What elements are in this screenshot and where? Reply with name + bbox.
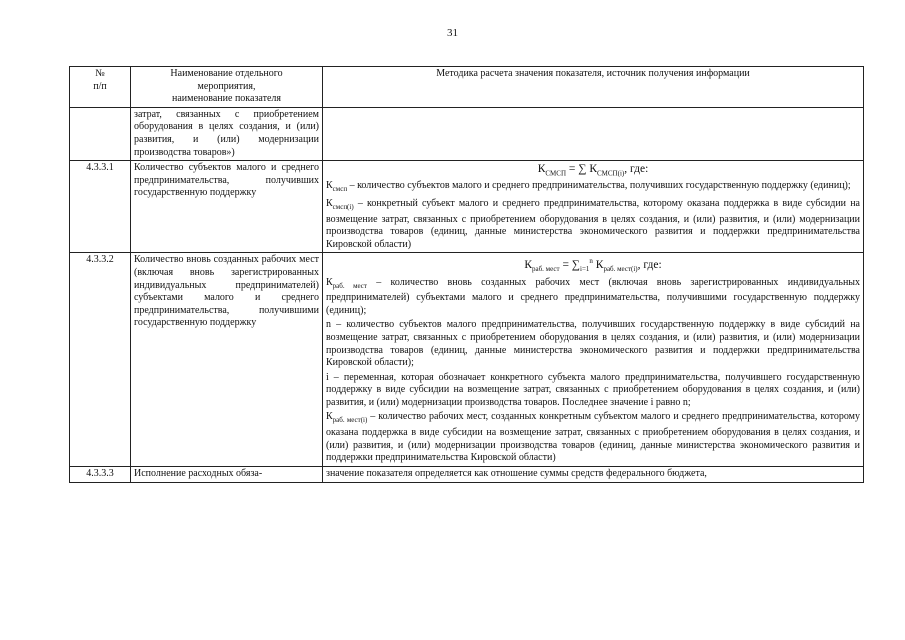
table-row-continued bbox=[70, 107, 864, 160]
table-row-4333 bbox=[70, 466, 864, 482]
cell-number: 4.3.3.2 bbox=[70, 253, 131, 466]
cell-number: 4.3.3.1 bbox=[70, 161, 131, 253]
cell-name: Исполнение расходных обяза- bbox=[131, 466, 323, 482]
definition: $К_{смсп}$ – количество субъектов малого и среднего предпринимательства, получивших государственную поддержку (единиц); bbox=[326, 180, 851, 194]
cell-number: 4.3.3.3 bbox=[70, 466, 131, 482]
cell-name: Количество вновь созданных рабочих мест (включая вновь зарегистрированных индивидуальных предпринимателей) субъектами малого и среднего предпринимательства, получившими государственную поддержку bbox=[131, 253, 323, 466]
definition: $К_{смсп(i)}$ – конкретный субъект малого и среднего предпринимательства, которому оказана поддержка в виде субсидии на возмещение затрат, связанных с приобретением оборудования в целях создания, и (или) развития, и (или) модернизации производства товаров (единиц, данные министерства экономического развития и поддержки предпринимательства Кировской области) bbox=[326, 198, 860, 250]
cell-name: Количество субъектов малого и среднего предпринимательства, получивших государственную поддержку bbox=[131, 161, 323, 253]
definition: $К_{раб. мест(i)}$ – количество рабочих мест, созданных конкретным субъектом малого и среднего предпринимательства, которому оказана поддержка в виде субсидии на возмещение затрат, связанных с приобретением оборудования в целях создания, и (или) развития, и (или) модернизации производства товаров (единиц, данные министерства экономического развития и поддержки предпринимательства Кировской области) bbox=[326, 411, 861, 464]
definition: i – переменная, которая обозначает конкретного субъекта малого предпринимательства, получившего государственную поддержку в виде субсидии на возмещение затрат, связанных с приобретением оборудования в целях создания, и (или) развития, и (или) модернизации производства товаров. Последнее значение i равно n; bbox=[326, 371, 860, 408]
cell-method bbox=[323, 161, 864, 253]
page-number: 31 bbox=[447, 27, 458, 39]
table-header-row bbox=[70, 67, 864, 108]
cell-name: затрат, связанных с приобретением оборудования в целях создания, и (или) развития, и (или) модернизации производства товаров») bbox=[131, 107, 323, 160]
header-col-method: Методика расчета значения показателя, источник получения информации bbox=[323, 67, 864, 108]
cell-method: значение показателя определяется как отношение суммы средств федерального бюджета, bbox=[323, 466, 864, 482]
formula: $К_{раб. мест} = \sum_{i=1}^n$ $К_{раб. мест(i)}$, где: bbox=[524, 257, 662, 274]
definition: $К_{раб. мест}$ – количество вновь созданных рабочих мест (включая вновь зарегистрированных индивидуальных предпринимателей) субъектами малого и среднего предпринимательства, получившими государственную поддержку (единиц); bbox=[326, 276, 861, 316]
header-col-number: № п/п bbox=[70, 67, 131, 108]
header-col-name: Наименование отдельного мероприятия, наименование показателя bbox=[131, 67, 323, 108]
definition: n – количество субъектов малого предпринимательства, получивших государственную поддержку в виде субсидий на возмещение затрат, связанных с приобретением оборудования в целях создания, и (или) развития, и (или) модернизации производства товаров (единиц, данные министерства экономического развития и поддержки предпринимательства Кировской области); bbox=[326, 319, 860, 369]
cell-method bbox=[323, 253, 864, 466]
table-row-4331 bbox=[70, 161, 864, 253]
table-row-4332 bbox=[70, 253, 864, 466]
cell-number bbox=[70, 107, 131, 160]
indicator-table bbox=[69, 66, 864, 483]
formula: $К_{СМСП}$ = ∑ $К_{СМСП(i)}$, где: bbox=[537, 163, 649, 178]
cell-method bbox=[323, 107, 864, 160]
